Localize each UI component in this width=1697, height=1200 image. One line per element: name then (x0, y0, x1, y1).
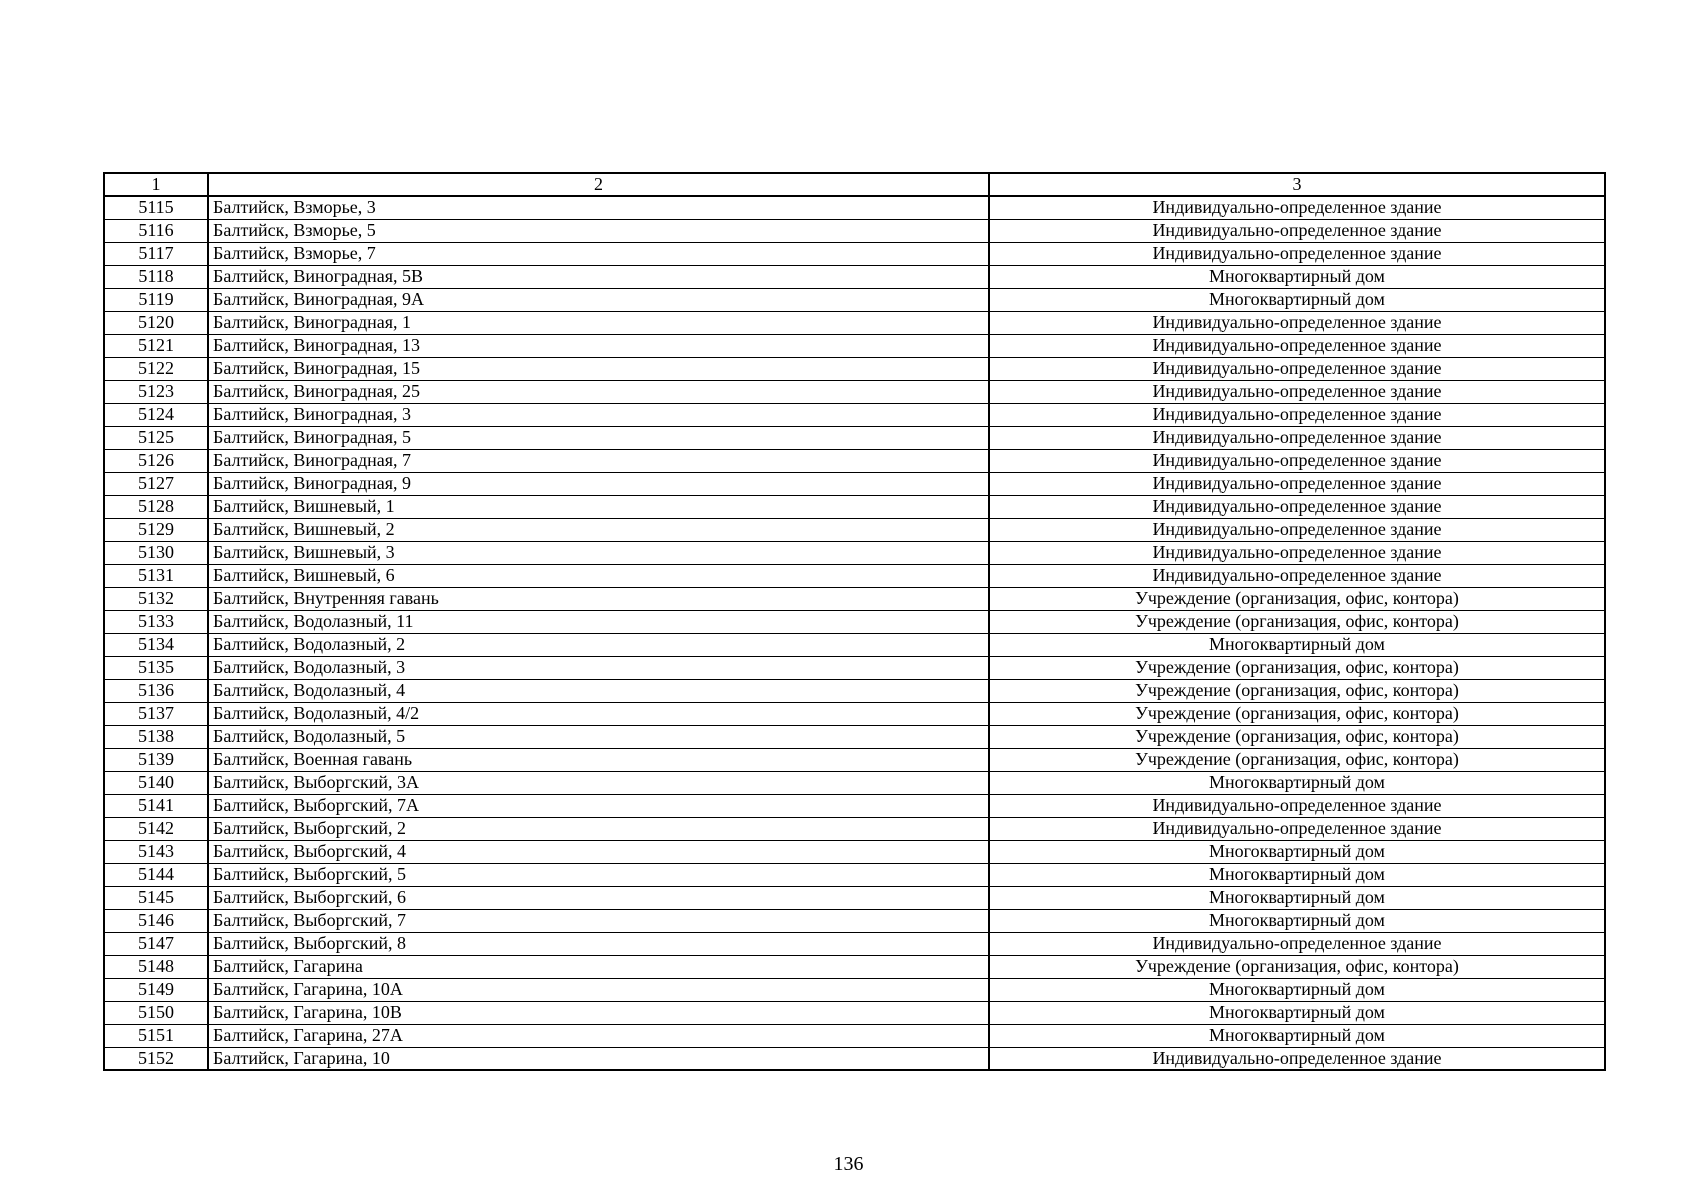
table-row (104, 886, 1605, 909)
address-cell: Балтийск, Виноградная, 3 (208, 403, 989, 426)
row-number-cell: 5121 (104, 334, 208, 357)
table-row (104, 334, 1605, 357)
table-row (104, 564, 1605, 587)
building-type-cell: Индивидуально-определенное здание (989, 357, 1605, 380)
table-row (104, 541, 1605, 564)
address-cell: Балтийск, Выборгский, 5 (208, 863, 989, 886)
row-number-cell: 5140 (104, 771, 208, 794)
table-row (104, 265, 1605, 288)
address-cell: Балтийск, Водолазный, 4 (208, 679, 989, 702)
row-number-cell: 5122 (104, 357, 208, 380)
address-cell: Балтийск, Вишневый, 2 (208, 518, 989, 541)
row-number-cell: 5135 (104, 656, 208, 679)
table-row (104, 357, 1605, 380)
building-type-cell: Многоквартирный дом (989, 633, 1605, 656)
table-row (104, 196, 1605, 219)
building-type-cell: Индивидуально-определенное здание (989, 196, 1605, 219)
building-type-cell: Учреждение (организация, офис, контора) (989, 955, 1605, 978)
address-cell: Балтийск, Гагарина, 10 (208, 1047, 989, 1070)
address-cell: Балтийск, Виноградная, 9А (208, 288, 989, 311)
building-type-cell: Многоквартирный дом (989, 886, 1605, 909)
address-cell: Балтийск, Виноградная, 7 (208, 449, 989, 472)
address-cell: Балтийск, Виноградная, 13 (208, 334, 989, 357)
header-cell-1: 1 (104, 173, 208, 196)
table-row (104, 242, 1605, 265)
address-cell: Балтийск, Вишневый, 3 (208, 541, 989, 564)
row-number-cell: 5131 (104, 564, 208, 587)
address-table (103, 172, 1606, 1071)
address-cell: Балтийск, Выборгский, 7 (208, 909, 989, 932)
address-cell: Балтийск, Виноградная, 5В (208, 265, 989, 288)
building-type-cell: Индивидуально-определенное здание (989, 564, 1605, 587)
row-number-cell: 5144 (104, 863, 208, 886)
address-cell: Балтийск, Виноградная, 9 (208, 472, 989, 495)
table-row (104, 1047, 1605, 1070)
address-cell: Балтийск, Гагарина, 10В (208, 1001, 989, 1024)
building-type-cell: Индивидуально-определенное здание (989, 472, 1605, 495)
building-type-cell: Многоквартирный дом (989, 863, 1605, 886)
row-number-cell: 5128 (104, 495, 208, 518)
address-cell: Балтийск, Взморье, 3 (208, 196, 989, 219)
address-cell: Балтийск, Водолазный, 5 (208, 725, 989, 748)
table-row (104, 955, 1605, 978)
table-row (104, 679, 1605, 702)
row-number-cell: 5115 (104, 196, 208, 219)
row-number-cell: 5151 (104, 1024, 208, 1047)
building-type-cell: Индивидуально-определенное здание (989, 311, 1605, 334)
building-type-cell: Многоквартирный дом (989, 288, 1605, 311)
address-cell: Балтийск, Виноградная, 25 (208, 380, 989, 403)
address-cell: Балтийск, Военная гавань (208, 748, 989, 771)
row-number-cell: 5134 (104, 633, 208, 656)
address-cell: Балтийск, Выборгский, 8 (208, 932, 989, 955)
table-row (104, 403, 1605, 426)
building-type-cell: Индивидуально-определенное здание (989, 426, 1605, 449)
building-type-cell: Многоквартирный дом (989, 265, 1605, 288)
address-cell: Балтийск, Водолазный, 3 (208, 656, 989, 679)
table-row (104, 725, 1605, 748)
table-row (104, 771, 1605, 794)
building-type-cell: Индивидуально-определенное здание (989, 219, 1605, 242)
address-cell: Балтийск, Выборгский, 7А (208, 794, 989, 817)
row-number-cell: 5123 (104, 380, 208, 403)
table-body (104, 173, 1605, 1070)
building-type-cell: Индивидуально-определенное здание (989, 242, 1605, 265)
building-type-cell: Индивидуально-определенное здание (989, 403, 1605, 426)
table-row (104, 633, 1605, 656)
table-row (104, 840, 1605, 863)
row-number-cell: 5126 (104, 449, 208, 472)
row-number-cell: 5116 (104, 219, 208, 242)
header-cell-3: 3 (989, 173, 1605, 196)
row-number-cell: 5143 (104, 840, 208, 863)
address-cell: Балтийск, Водолазный, 11 (208, 610, 989, 633)
row-number-cell: 5141 (104, 794, 208, 817)
row-number-cell: 5118 (104, 265, 208, 288)
address-cell: Балтийск, Водолазный, 2 (208, 633, 989, 656)
table-row (104, 656, 1605, 679)
table-row (104, 932, 1605, 955)
table-row (104, 288, 1605, 311)
table-row (104, 1001, 1605, 1024)
building-type-cell: Учреждение (организация, офис, контора) (989, 725, 1605, 748)
row-number-cell: 5138 (104, 725, 208, 748)
row-number-cell: 5149 (104, 978, 208, 1001)
address-cell: Балтийск, Внутренняя гавань (208, 587, 989, 610)
address-cell: Балтийск, Взморье, 7 (208, 242, 989, 265)
row-number-cell: 5150 (104, 1001, 208, 1024)
row-number-cell: 5130 (104, 541, 208, 564)
table-row (104, 909, 1605, 932)
address-cell: Балтийск, Виноградная, 1 (208, 311, 989, 334)
table-row (104, 794, 1605, 817)
table-row (104, 449, 1605, 472)
building-type-cell: Многоквартирный дом (989, 1001, 1605, 1024)
row-number-cell: 5133 (104, 610, 208, 633)
building-type-cell: Индивидуально-определенное здание (989, 1047, 1605, 1070)
building-type-cell: Учреждение (организация, офис, контора) (989, 679, 1605, 702)
row-number-cell: 5129 (104, 518, 208, 541)
table-row (104, 702, 1605, 725)
table-row (104, 817, 1605, 840)
table-row (104, 518, 1605, 541)
row-number-cell: 5146 (104, 909, 208, 932)
address-cell: Балтийск, Водолазный, 4/2 (208, 702, 989, 725)
row-number-cell: 5147 (104, 932, 208, 955)
building-type-cell: Индивидуально-определенное здание (989, 518, 1605, 541)
table-row (104, 219, 1605, 242)
table-row (104, 495, 1605, 518)
table-row (104, 587, 1605, 610)
address-cell: Балтийск, Вишневый, 1 (208, 495, 989, 518)
table-row (104, 978, 1605, 1001)
row-number-cell: 5125 (104, 426, 208, 449)
row-number-cell: 5132 (104, 587, 208, 610)
row-number-cell: 5152 (104, 1047, 208, 1070)
table-row (104, 748, 1605, 771)
table-row (104, 380, 1605, 403)
address-cell: Балтийск, Выборгский, 4 (208, 840, 989, 863)
row-number-cell: 5117 (104, 242, 208, 265)
table-row (104, 863, 1605, 886)
table-row (104, 1024, 1605, 1047)
address-cell: Балтийск, Виноградная, 15 (208, 357, 989, 380)
table-row (104, 610, 1605, 633)
page-number: 136 (833, 1153, 864, 1175)
row-number-cell: 5127 (104, 472, 208, 495)
address-cell: Балтийск, Гагарина, 10А (208, 978, 989, 1001)
building-type-cell: Многоквартирный дом (989, 978, 1605, 1001)
building-type-cell: Учреждение (организация, офис, контора) (989, 610, 1605, 633)
address-cell: Балтийск, Выборгский, 2 (208, 817, 989, 840)
building-type-cell: Индивидуально-определенное здание (989, 932, 1605, 955)
building-type-cell: Индивидуально-определенное здание (989, 380, 1605, 403)
building-type-cell: Многоквартирный дом (989, 1024, 1605, 1047)
table-row (104, 472, 1605, 495)
building-type-cell: Индивидуально-определенное здание (989, 541, 1605, 564)
building-type-cell: Учреждение (организация, офис, контора) (989, 587, 1605, 610)
address-cell: Балтийск, Выборгский, 6 (208, 886, 989, 909)
header-cell-2: 2 (208, 173, 989, 196)
row-number-cell: 5124 (104, 403, 208, 426)
building-type-cell: Многоквартирный дом (989, 909, 1605, 932)
row-number-cell: 5145 (104, 886, 208, 909)
building-type-cell: Многоквартирный дом (989, 840, 1605, 863)
address-cell: Балтийск, Вишневый, 6 (208, 564, 989, 587)
address-cell: Балтийск, Гагарина, 27А (208, 1024, 989, 1047)
row-number-cell: 5137 (104, 702, 208, 725)
row-number-cell: 5148 (104, 955, 208, 978)
building-type-cell: Учреждение (организация, офис, контора) (989, 748, 1605, 771)
building-type-cell: Индивидуально-определенное здание (989, 334, 1605, 357)
table-header-row (104, 173, 1605, 196)
table-row (104, 311, 1605, 334)
building-type-cell: Многоквартирный дом (989, 771, 1605, 794)
building-type-cell: Учреждение (организация, офис, контора) (989, 656, 1605, 679)
building-type-cell: Индивидуально-определенное здание (989, 794, 1605, 817)
address-cell: Балтийск, Виноградная, 5 (208, 426, 989, 449)
address-cell: Балтийск, Взморье, 5 (208, 219, 989, 242)
building-type-cell: Индивидуально-определенное здание (989, 495, 1605, 518)
table-row (104, 426, 1605, 449)
row-number-cell: 5142 (104, 817, 208, 840)
row-number-cell: 5120 (104, 311, 208, 334)
building-type-cell: Учреждение (организация, офис, контора) (989, 702, 1605, 725)
row-number-cell: 5119 (104, 288, 208, 311)
building-type-cell: Индивидуально-определенное здание (989, 817, 1605, 840)
address-cell: Балтийск, Выборгский, 3А (208, 771, 989, 794)
address-cell: Балтийск, Гагарина (208, 955, 989, 978)
row-number-cell: 5136 (104, 679, 208, 702)
row-number-cell: 5139 (104, 748, 208, 771)
building-type-cell: Индивидуально-определенное здание (989, 449, 1605, 472)
